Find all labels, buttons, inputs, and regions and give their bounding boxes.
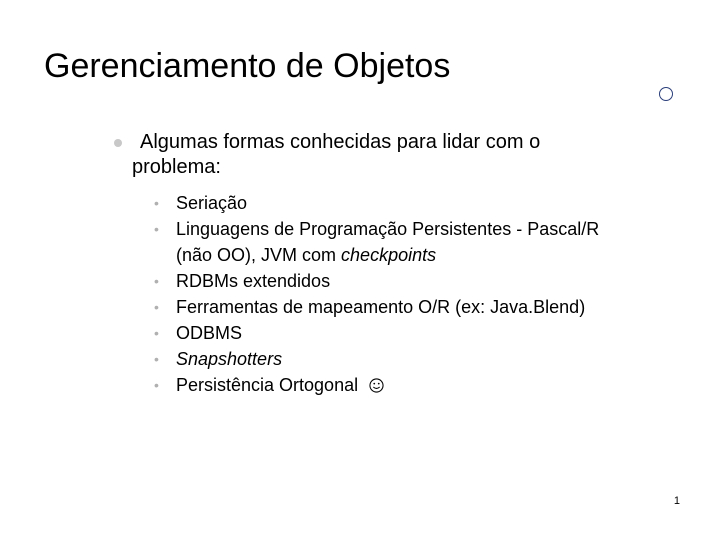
smiley-icon bbox=[369, 378, 384, 393]
decorative-circle-icon bbox=[659, 87, 673, 101]
sub-bullet-icon: • bbox=[154, 325, 159, 341]
sub-bullet-icon: • bbox=[154, 273, 159, 289]
sub-bullet-icon: • bbox=[154, 221, 159, 237]
sub-bullet-icon: • bbox=[154, 195, 159, 211]
sub-item-text: Persistência Ortogonal bbox=[176, 375, 359, 395]
page-number: 1 bbox=[673, 495, 680, 507]
sub-item-text: Seriação bbox=[176, 193, 248, 213]
sub-item-text: RDBMs extendidos bbox=[176, 271, 331, 291]
sub-item-text: Ferramentas de mapeamento O/R (ex: Java.Blend) bbox=[176, 297, 586, 317]
sub-item-text: ODBMS bbox=[176, 323, 243, 343]
sub-item-snapshotters bbox=[150, 346, 670, 372]
sub-bullet-list bbox=[150, 190, 670, 398]
sub-item-odbms bbox=[150, 320, 670, 346]
sub-bullet-icon: • bbox=[154, 351, 159, 367]
sub-item-text-line2: (não OO), JVM com bbox=[176, 245, 342, 265]
sub-item-rdbms bbox=[150, 268, 670, 294]
sub-bullet-icon: • bbox=[154, 377, 159, 393]
sub-item-persistencia-ortogonal bbox=[150, 372, 670, 398]
sub-item-text: Linguagens de Programação Persistentes - Pascal/R bbox=[176, 219, 600, 239]
sub-item-italic-text: checkpoints bbox=[341, 245, 437, 265]
main-bullet-icon bbox=[114, 139, 122, 147]
sub-bullet-icon: • bbox=[154, 299, 159, 315]
main-bullet-text: Algumas formas conhecidas para lidar com o problema: bbox=[132, 131, 541, 178]
sub-item-ferramentas-mapeamento bbox=[150, 294, 670, 320]
sub-item-linguagens-persistentes bbox=[150, 216, 670, 268]
sub-item-italic-text: Snapshotters bbox=[176, 349, 283, 369]
sub-item-continuation bbox=[176, 242, 670, 268]
title-divider bbox=[36, 96, 686, 97]
slide-title: Gerenciamento de Objetos bbox=[44, 47, 451, 85]
sub-item-seriacao bbox=[150, 190, 670, 216]
